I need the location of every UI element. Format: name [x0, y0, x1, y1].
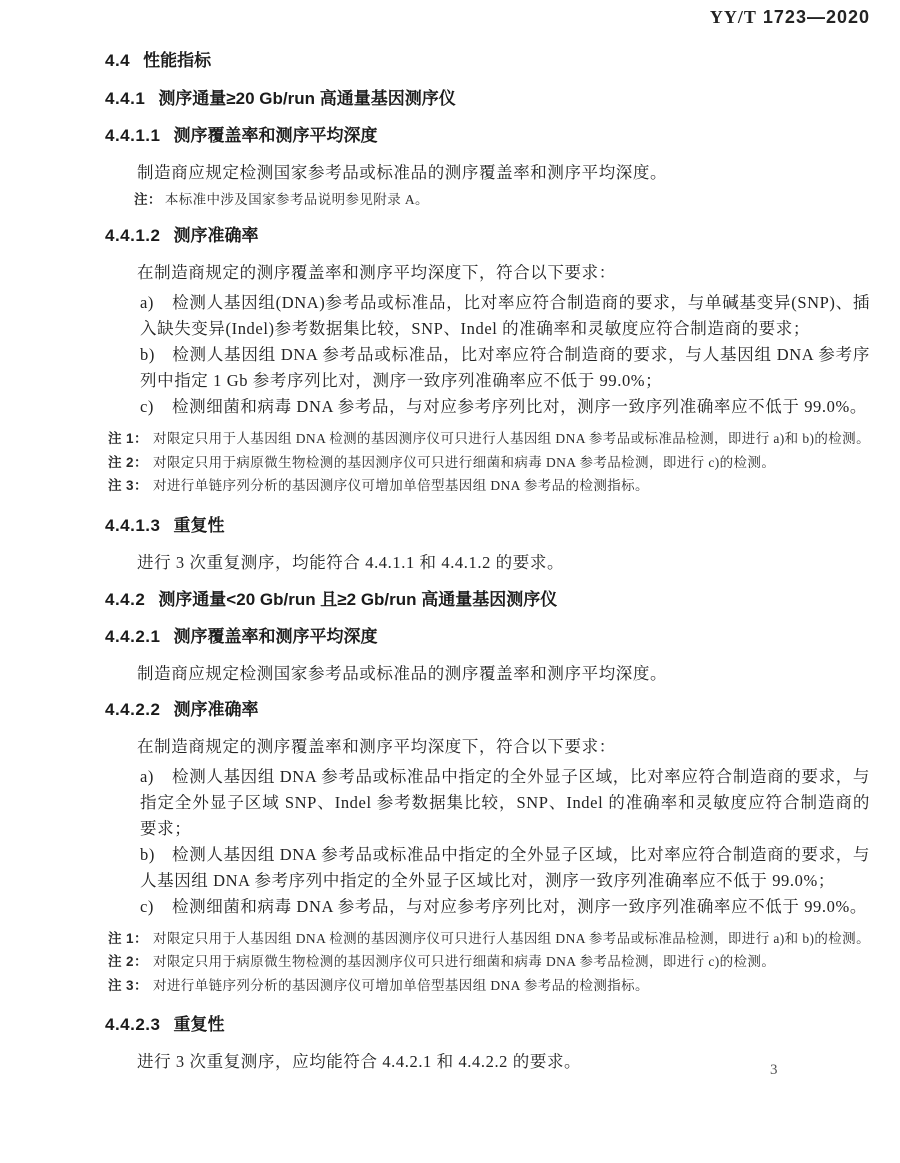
- heading-title: 测序覆盖率和测序平均深度: [173, 626, 378, 646]
- heading-title: 测序准确率: [173, 226, 259, 245]
- note-label: 注 2：: [108, 454, 148, 470]
- paragraph: 进行 3 次重复测序，均能符合 4.4.1.1 和 4.4.1.2 的要求。: [137, 552, 565, 572]
- note: [108, 451, 870, 475]
- heading-title: 重复性: [173, 515, 225, 535]
- heading-4-4-1: [105, 90, 870, 108]
- note: [134, 191, 870, 208]
- paragraph: 在制造商规定的测序覆盖率和测序平均深度下，符合以下要求：: [137, 736, 616, 756]
- note-text: 对限定只用于人基因组 DNA 检测的基因测序仪可只进行人基因组 DNA 参考品或标准品检测，即进行 a)和 b)的检测。: [153, 930, 870, 946]
- list-item-a: [140, 290, 870, 342]
- heading-4-4-1-2: [105, 227, 870, 245]
- heading-title: 测序准确率: [173, 699, 259, 719]
- heading-title: 重复性: [173, 1015, 225, 1034]
- list-item-text: 检测人基因组 DNA 参考品或标准品中指定的全外显子区域，比对率应符合制造商的要求，与人基因组 DNA 参考序列中指定的全外显子区域比对，测序一致序列准确率应不低于 99.0%；: [140, 844, 870, 890]
- note: [108, 474, 870, 498]
- note-text: 本标准中涉及国家参考品说明参见附录 A。: [164, 192, 429, 207]
- note: [108, 927, 870, 951]
- note-text: 对限定只用于病原微生物检测的基因测序仪可只进行细菌和病毒 DNA 参考品检测，即进行 c)的检测。: [153, 954, 776, 969]
- note-label: 注 3：: [108, 478, 148, 493]
- list-item-label: c): [140, 397, 155, 416]
- heading-number: 4.4.1.1: [105, 126, 161, 145]
- note: [108, 950, 870, 974]
- paragraph: 在制造商规定的测序覆盖率和测序平均深度下，符合以下要求：: [137, 263, 616, 282]
- paragraph: 制造商应规定检测国家参考品或标准品的测序覆盖率和测序平均深度。: [137, 663, 668, 683]
- heading-title: 测序通量<20 Gb/run 且≥2 Gb/run 高通量基因测序仪: [158, 589, 558, 609]
- heading-4-4-2-1: [105, 628, 870, 646]
- heading-4-4-2-2: [105, 701, 870, 719]
- list-item-text: 检测细菌和病毒 DNA 参考品，与对应参考序列比对，测序一致序列准确率应不低于 99.0%。: [172, 896, 867, 916]
- note-text: 对进行单链序列分析的基因测序仪可增加单倍型基因组 DNA 参考品的检测指标。: [153, 478, 649, 493]
- heading-number: 4.4.1.2: [105, 226, 161, 245]
- list-item-label: c): [140, 896, 155, 916]
- list-item-label: a): [140, 293, 155, 312]
- note-label: 注 1：: [108, 930, 148, 946]
- heading-number: 4.4.2: [105, 589, 146, 609]
- note: [108, 427, 870, 451]
- heading-4-4-1-1: [105, 127, 870, 145]
- heading-title: 测序覆盖率和测序平均深度: [173, 126, 378, 145]
- heading-number: 4.4.1.3: [105, 515, 161, 535]
- note-label: 注 3：: [108, 977, 148, 993]
- note-text: 对限定只用于人基因组 DNA 检测的基因测序仪可只进行人基因组 DNA 参考品或标准品检测，即进行 a)和 b)的检测。: [153, 431, 870, 446]
- note: [108, 974, 870, 998]
- heading-number: 4.4.1: [105, 89, 146, 108]
- list-item-label: b): [140, 844, 155, 864]
- list-item-label: a): [140, 766, 155, 786]
- heading-4-4-1-3: [105, 517, 870, 535]
- standard-prefix: YY/T: [709, 7, 757, 27]
- heading-4-4-2: [105, 591, 870, 609]
- list-item-a: [140, 764, 870, 842]
- note-label: 注 1：: [108, 431, 148, 446]
- note-text: 对限定只用于病原微生物检测的基因测序仪可只进行细菌和病毒 DNA 参考品检测，即进行 c)的检测。: [153, 454, 776, 470]
- paragraph: 制造商应规定检测国家参考品或标准品的测序覆盖率和测序平均深度。: [137, 163, 668, 182]
- list-item-c: [140, 394, 870, 420]
- heading-title: 性能指标: [143, 51, 212, 70]
- heading-number: 4.4: [105, 51, 131, 70]
- note-label: 注 2：: [108, 954, 148, 969]
- heading-number: 4.4.2.1: [105, 626, 161, 646]
- list-item-text: 检测细菌和病毒 DNA 参考品，与对应参考序列比对，测序一致序列准确率应不低于 99.0%。: [172, 397, 867, 416]
- note-text: 对进行单链序列分析的基因测序仪可增加单倍型基因组 DNA 参考品的检测指标。: [153, 977, 649, 993]
- heading-number: 4.4.2.3: [105, 1015, 161, 1034]
- list-item-c: [140, 894, 870, 920]
- list-item-label: b): [140, 345, 155, 364]
- page-number: 3: [770, 1062, 778, 1078]
- list-item-text: 检测人基因组 DNA 参考品或标准品，比对率应符合制造商的要求，与人基因组 DNA 参考序列中指定 1 Gb 参考序列比对，测序一致序列准确率应不低于 99.0%；: [140, 345, 870, 390]
- heading-4-4-2-3: [105, 1016, 870, 1034]
- list-item-text: 检测人基因组 DNA 参考品或标准品中指定的全外显子区域，比对率应符合制造商的要求，与指定全外显子区域 SNP、Indel 参考数据集比较，SNP、Indel 的准确率和灵敏度应符合制造商的要求；: [140, 766, 870, 838]
- heading-4-4: [105, 52, 870, 70]
- paragraph: 进行 3 次重复测序，应均能符合 4.4.2.1 和 4.4.2.2 的要求。: [137, 1052, 582, 1071]
- list-item-text: 检测人基因组(DNA)参考品或标准品，比对率应符合制造商的要求，与单碱基变异(SNP)、插入缺失变异(Indel)参考数据集比较，SNP、Indel 的准确率和灵敏度应符合制造商的要求；: [140, 293, 870, 338]
- list-item-b: [140, 842, 870, 894]
- document-body: [105, 26, 870, 1070]
- note-label: 注：: [134, 192, 162, 207]
- standard-code: 1723—2020: [762, 7, 870, 27]
- heading-number: 4.4.2.2: [105, 699, 161, 719]
- standard-number-header: [105, 7, 870, 28]
- heading-title: 测序通量≥20 Gb/run 高通量基因测序仪: [158, 89, 456, 108]
- list-item-b: [140, 342, 870, 394]
